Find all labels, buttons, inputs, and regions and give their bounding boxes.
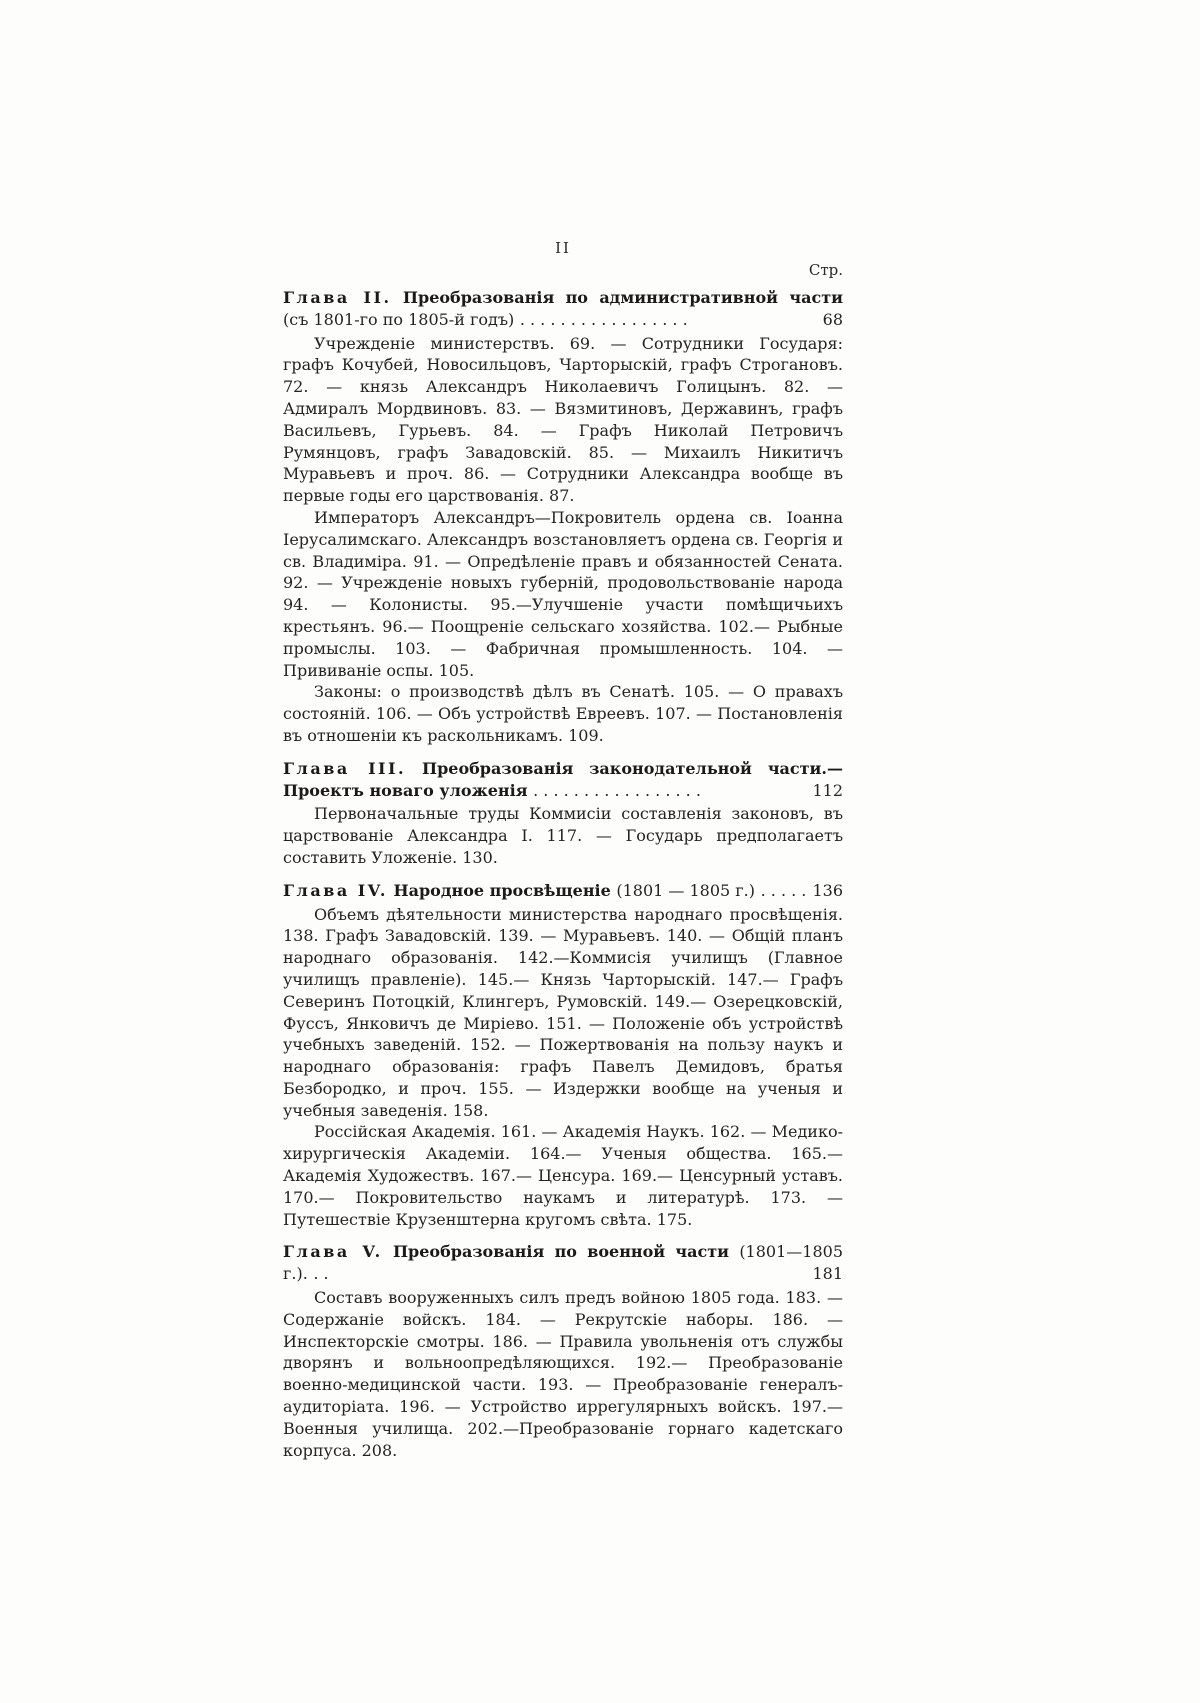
toc-paragraph: Россійская Академія. 161. — Академія Наукъ. 162. — Медико-хирургическія Академіи. 164.— Ученыя общества. 165.— Академія Художествъ. 167.— Ценсура. 169.— Ценсурный уставъ. 170.— Покровительство наукамъ и литературѣ. 173. — Путешествіе Крузенштерна кругомъ свѣта. 175. — [283, 1122, 843, 1229]
chapter-page-number: 136 — [812, 880, 843, 900]
chapter-subtitle: (съ 1801-го по 1805-й годъ) — [283, 309, 515, 329]
toc-paragraph: Составъ вооруженныхъ силъ предъ войною 1805 года. 183. — Содержаніе войскъ. 184. — Рекрутскіе наборы. 186. — Инспекторскіе смотры. 186. — Правила увольненія отъ службы дворянъ и вольноопредѣляющихся. 192.— Преобразованіе военно-медицинской части. 193. — Преобразованіе генералъ-аудиторіата. 196. — Устройство иррегулярныхъ войскъ. 197.— Военныя училища. 202.—Преобразованіе горнаго кадетскаго корпуса. 208. — [283, 1288, 843, 1460]
chapter-title: Преобразованія по административной части — [402, 288, 843, 307]
chapter-title: Народное просвѣщеніе — [393, 880, 611, 900]
chapter-page-number: 68 — [822, 309, 843, 329]
toc-paragraph: Императоръ Александръ—Покровитель ордена св. Іоанна Іерусалимскаго. Александръ возстановляетъ ордена св. Георгія и св. Владиміра. 91. — Опредѣленіе правъ и обязанностей Сената. 92. — Учрежденіе новыхъ губерній, продовольствованіе народа 94. — Колонисты. 95.—Улучшеніе участи помѣщичьихъ крестьянъ. 96.— Поощреніе сельскаго хозяйства. 102.— Рыбные промыслы. 103. — Фабричная промышленность. 104. — Прививаніе оспы. 105. — [283, 507, 843, 680]
chapter-subtitle: (1801 — 1805 г.) — [616, 880, 756, 900]
page-number: II — [555, 239, 571, 257]
toc-paragraph: Объемъ дѣятельности министерства народнаго просвѣщенія. 138. Графъ Завадовскій. 139. — Муравьевъ. 140. — Общій планъ народнаго образованія. 142.—Коммисія училищъ (Главное училищъ правленіе). 145.— Князь Чарторыскій. 147.— Графъ Северинъ Потоцкій, Клингеръ, Румовскій. 149.— Озерецковскій, Фуссъ, Янковичъ де Миріево. 151. — Положеніе объ устройствѣ учебныхъ заведеній. 152. — Пожертвованія на пользу наукъ и народнаго образованія: графъ Павелъ Демидовъ, братья Безбородко, и проч. 155. — Издержки вообще на ученыя и учебныя заведенія. 158. — [283, 904, 843, 1120]
chapter-label: Глава IV. — [283, 880, 388, 900]
chapter-heading — [283, 287, 843, 331]
toc-paragraph: Учрежденіе министерствъ. 69. — Сотрудники Государя: графъ Кочубей, Новосильцовъ, Чарторыскій, графъ Строгановъ. 72. — князь Александръ Николаевичъ Голицынъ. 82. — Адмиралъ Мордвиновъ. 83. — Вязмитиновъ, Державинъ, графъ Васильевъ, Гурьевъ. 84. — Графъ Николай Петровичъ Румянцовъ, графъ Завадовскій. 85. — Михаилъ Никитичъ Муравьевъ и проч. 86. — Сотрудники Александра вообще въ первые годы его царствованія. 87. — [283, 333, 843, 506]
chapter-label: Глава II. — [283, 288, 392, 307]
dot-leader: . . . . . . . . . . . . . . . . . — [519, 309, 688, 329]
chapter-heading — [283, 880, 843, 902]
toc-paragraph: Первоначальные труды Коммисіи составленія законовъ, въ царствованіе Александра I. 117. — Государь предполагаетъ составить Уложеніе. 130. — [283, 804, 843, 867]
dot-leader: . . . . . . . . . . . . . . . . . — [533, 780, 701, 800]
toc-paragraph: Законы: о производствѣ дѣлъ въ Сенатѣ. 105. — О правахъ состояній. 106. — Объ устройствѣ Евреевъ. 107. — Постановленія въ отношеніи къ раскольникамъ. 109. — [283, 682, 843, 745]
table-of-contents — [283, 287, 843, 1461]
dot-leader: . . — [313, 1264, 329, 1284]
chapter-title: Преобразованія законодательной части.—Проектъ новаго уложенія — [283, 758, 843, 800]
chapter-page-number: 112 — [812, 780, 843, 800]
chapter-label: Глава III. — [283, 758, 407, 778]
page-column-label: Стр. — [808, 261, 843, 279]
chapter-title: Преобразованія по военной части — [392, 1242, 730, 1262]
chapter-heading — [283, 1241, 843, 1285]
dot-leader: . . . . . — [760, 880, 807, 900]
chapter-page-number: 181 — [812, 1264, 843, 1284]
chapter-label: Глава V. — [283, 1242, 383, 1262]
chapter-subtitle: (1801—1805 г.). — [283, 1242, 843, 1284]
chapter-heading — [283, 758, 843, 802]
